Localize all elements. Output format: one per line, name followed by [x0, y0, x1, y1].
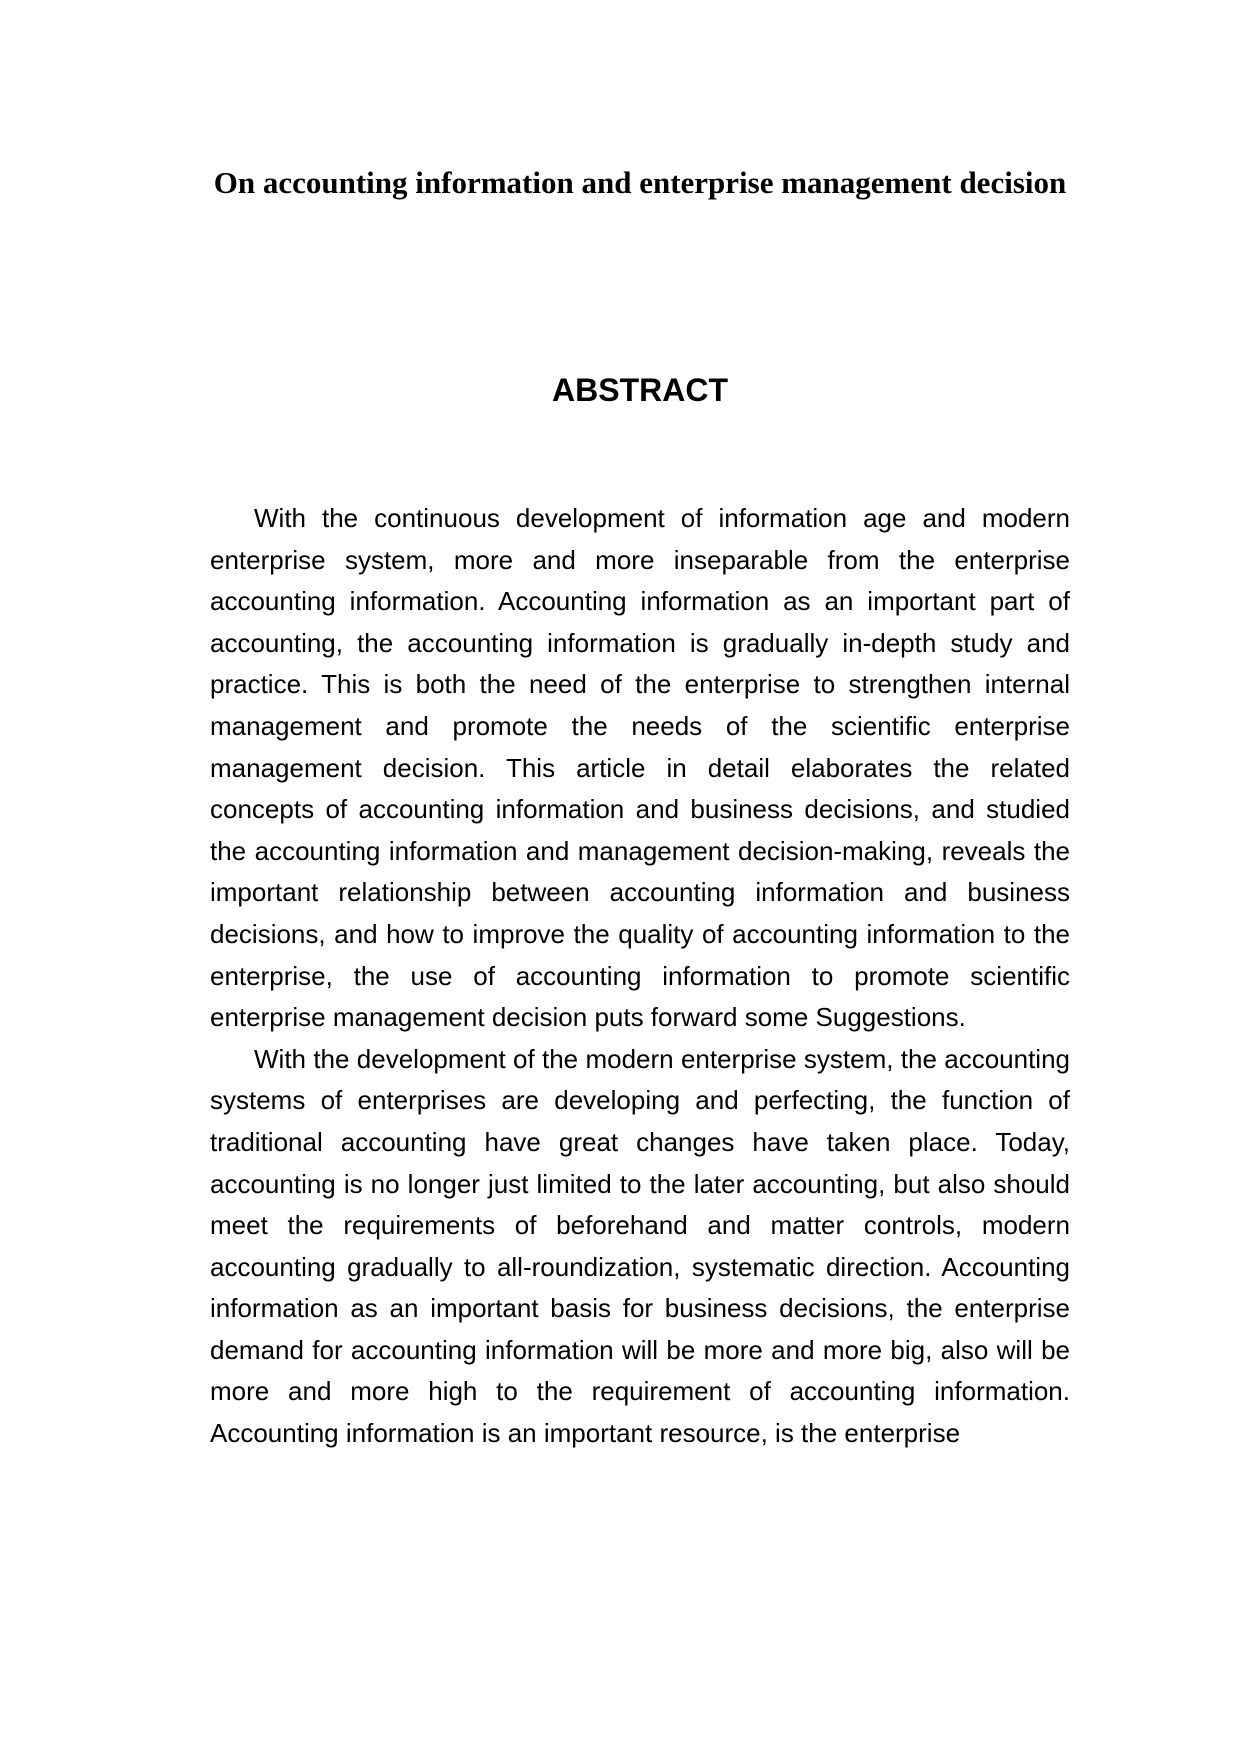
abstract-body	[210, 498, 1070, 1455]
document-title: On accounting information and enterprise management decision	[213, 165, 1067, 200]
abstract-heading: ABSTRACT	[552, 372, 728, 408]
abstract-paragraph: With the continuous development of information age and modern enterprise system, more and more inseparable from the enterprise accounting information. Accounting information as an important part of accounting, the accounting information is gradually in-depth study and practice. This is both the need of the enterprise to strengthen internal management and promote the needs of the scientific enterprise management decision. This article in detail elaborates the related concepts of accounting information and business decisions, and studied the accounting information and management decision-making, reveals the important relationship between accounting information and business decisions, and how to improve the quality of accounting information to the enterprise, the use of accounting information to promote scientific enterprise management decision puts forward some Suggestions.	[210, 503, 1070, 1033]
abstract-paragraph: With the development of the modern enterprise system, the accounting systems of enterprises are developing and perfecting, the function of traditional accounting have great changes have taken place. Today, accounting is no longer just limited to the later accounting, but also should meet the requirements of beforehand and matter controls, modern accounting gradually to all-roundization, systematic direction. Accounting information as an important basis for business decisions, the enterprise demand for accounting information will be more and more big, also will be more and more high to the requirement of accounting information. Accounting information is an important resource, is the enterprise	[210, 1043, 1070, 1449]
